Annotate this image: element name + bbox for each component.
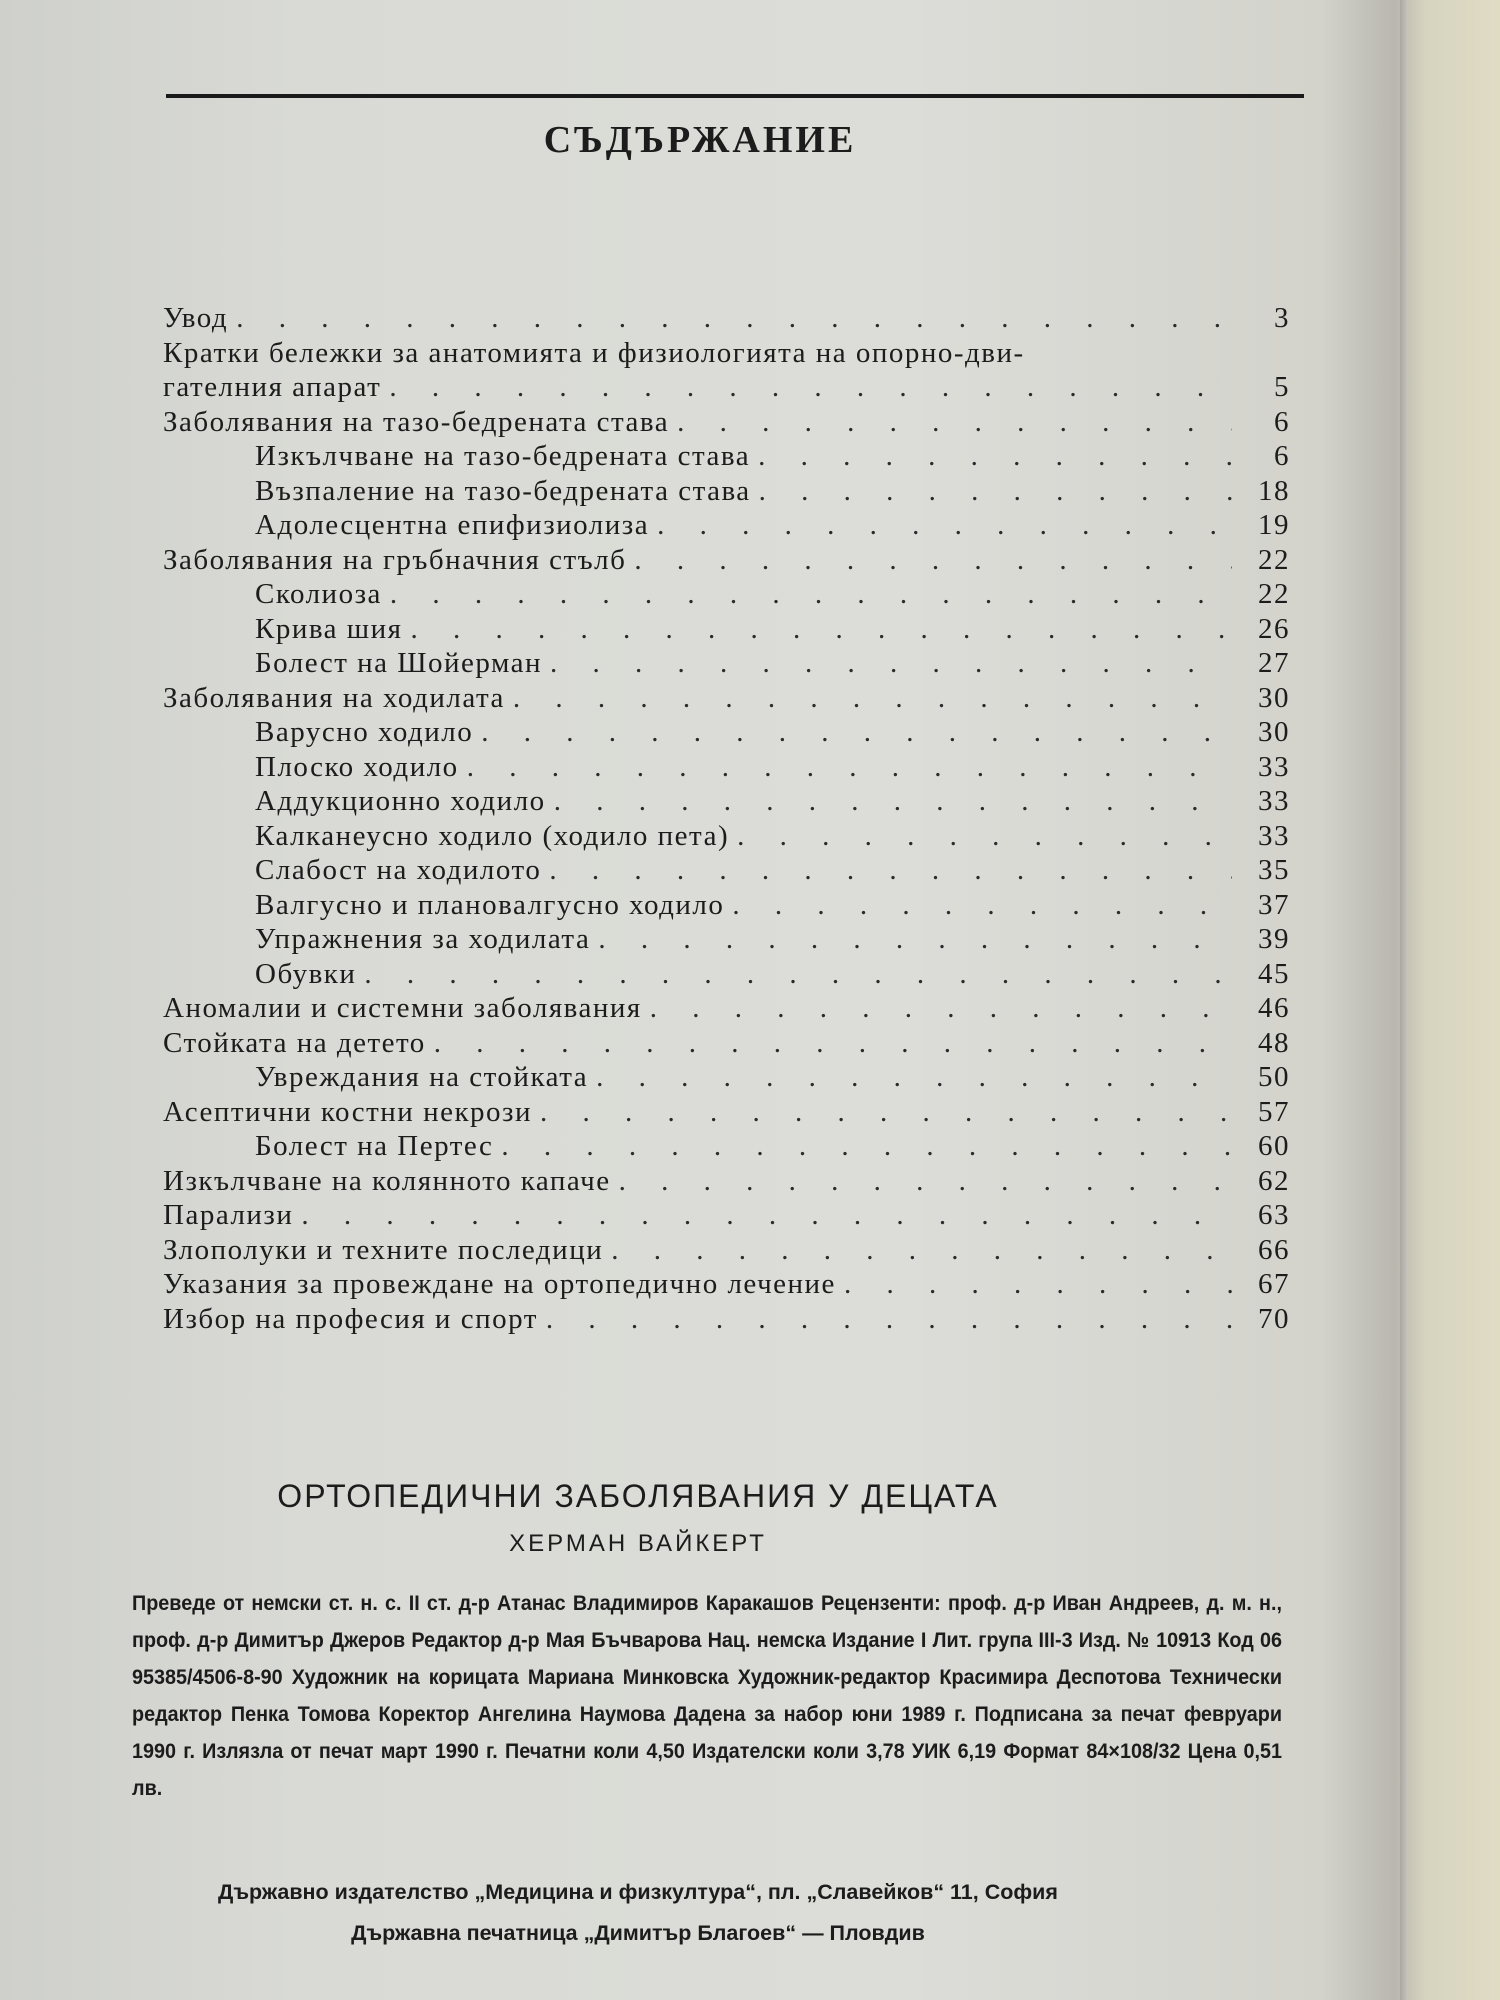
toc-entry (163, 785, 1290, 820)
toc-entry-page: 37 (1258, 888, 1290, 921)
dot-leader (301, 1199, 1232, 1232)
dot-leader (501, 1130, 1232, 1163)
toc-entry-title: Заболявания на ходилата (163, 681, 505, 714)
toc-entry (163, 1027, 1290, 1062)
toc-entry-title: Заболявания на тазо-бедрената става (163, 405, 670, 438)
toc-entry (163, 302, 1290, 337)
dot-leader (364, 958, 1232, 991)
publisher-line: Държавно издателство „Медицина и физкултура“, пл. „Славейков“ 11, София (218, 1880, 1058, 1904)
page-title: СЪДЪРЖАНИЕ (543, 119, 857, 161)
toc-entry (163, 613, 1290, 648)
toc-entry-title: Възпаление на тазо-бедрената става (255, 474, 751, 507)
toc-entry-title: Варусно ходило (255, 716, 474, 748)
toc-entry-title: Увод (163, 302, 229, 334)
toc-entry-title: Парализи (163, 1199, 294, 1231)
colophon: Преведе от немски ст. н. с. II ст. д-р Атанас Владимиров Каракашов Рецензенти: проф. д-р Иван Андреев, д. м. н., проф. д-р Димитър Джеров Редактор д-р Мая Бъчварова Нац. немска Издание I Лит. група III-3 Изд. № 10913 Код 06 95385/4506-8-90 Художник на корицата Мариана Минковска Художник-редактор Красимира Деспотова Технически редактор Пенка Томова Коректор Ангелина Наумова Дадена за набор юни 1989 г. Подписана за печат февруари 1990 г. Излязла от печат март 1990 г. Печатни коли 4,50 Издателски коли 3,78 УИК 6,19 Формат 84×108/32 Цена 0,51 лв. (132, 1591, 1282, 1800)
toc-entry-title: Калканеусно ходило (ходило пета) (255, 819, 730, 852)
toc-entry-title: Обувки (255, 957, 357, 990)
toc-entry-page: 62 (1258, 1164, 1290, 1197)
dot-leader (550, 647, 1232, 680)
toc-entry-page: 19 (1258, 509, 1290, 541)
dot-leader (732, 889, 1232, 922)
toc-entry-page: 30 (1258, 716, 1290, 748)
toc-entry-page: 30 (1258, 681, 1290, 714)
toc-entry (163, 337, 1290, 372)
dot-leader (513, 682, 1232, 715)
toc-entry-title: Валгусно и плановалгусно ходило (255, 888, 725, 921)
toc-entry (163, 923, 1290, 958)
toc-entry-title: Сколиоза (255, 578, 382, 610)
toc-entry (163, 992, 1290, 1027)
toc-entry-page: 46 (1258, 992, 1290, 1024)
toc-entry-page: 67 (1258, 1268, 1290, 1300)
dot-leader (759, 475, 1232, 508)
toc-entry (163, 682, 1290, 717)
toc-entry-title: Заболявания на гръбначния стълб (163, 543, 627, 576)
toc-entry (163, 889, 1290, 924)
dot-leader (598, 923, 1232, 956)
toc-entry (163, 1061, 1290, 1096)
dot-leader (634, 544, 1232, 577)
toc-entry-page: 63 (1258, 1199, 1290, 1231)
toc-entry-title: гателния апарат (163, 371, 382, 403)
printer-line: Държавна печатница „Димитър Благоев“ — Пловдив (351, 1921, 925, 1945)
toc-entry-page: 50 (1258, 1061, 1290, 1093)
toc-entry (163, 716, 1290, 751)
toc-entry (163, 820, 1290, 855)
toc-entry-title: Изкълчване на колянното капаче (163, 1164, 611, 1197)
header-rule (166, 94, 1304, 98)
toc-entry-page: 48 (1258, 1026, 1290, 1059)
dot-leader (737, 820, 1232, 853)
dot-leader (390, 578, 1232, 611)
toc-entry-page: 22 (1258, 543, 1290, 576)
dot-leader (434, 1027, 1232, 1060)
toc-entry-title: Болест на Пертес (255, 1130, 494, 1162)
toc-entry-title: Крива шия (255, 612, 403, 645)
toc-entry-title: Указания за провеждане на ортопедично лечение (163, 1268, 836, 1300)
toc-entry-title: Злополуки и техните последици (163, 1233, 604, 1266)
toc-entry-page: 33 (1258, 785, 1290, 817)
toc-entry-title: Изкълчване на тазо-бедрената става (255, 440, 751, 472)
toc-entry-page: 27 (1258, 647, 1290, 679)
toc-entry-page: 18 (1258, 474, 1290, 507)
toc-entry (163, 854, 1290, 889)
book-author: ХЕРМАН ВАЙКЕРТ (509, 1530, 767, 1557)
toc-entry-title: Избор на професия и спорт (163, 1302, 538, 1335)
toc-entry (163, 509, 1290, 544)
page-fold (1400, 0, 1408, 2000)
toc-entry-page: 45 (1258, 957, 1290, 990)
toc-entry-title: Стойката на детето (163, 1026, 426, 1059)
toc-entry (163, 544, 1290, 579)
dot-leader (650, 992, 1232, 1025)
table-of-contents (163, 302, 1290, 1337)
dot-leader (540, 1096, 1232, 1129)
toc-entry-page: 33 (1258, 750, 1290, 783)
dot-leader (236, 302, 1232, 335)
toc-entry (163, 475, 1290, 510)
toc-entry (163, 1199, 1290, 1234)
toc-entry-page: 5 (1274, 371, 1290, 403)
dot-leader (481, 716, 1232, 749)
dot-leader (611, 1234, 1232, 1267)
toc-entry (163, 406, 1290, 441)
toc-entry-page: 22 (1258, 578, 1290, 610)
toc-entry-title: Кратки бележки за анатомията и физиологията на опорно-дви- (163, 336, 1025, 369)
toc-entry-page: 39 (1258, 923, 1290, 955)
dot-leader (619, 1165, 1232, 1198)
toc-entry-title: Болест на Шойерман (255, 647, 543, 679)
dot-leader (677, 406, 1232, 439)
toc-entry-title: Асептични костни некрози (163, 1095, 533, 1128)
toc-entry-page: 57 (1258, 1095, 1290, 1128)
toc-entry-page: 33 (1258, 819, 1290, 852)
toc-entry (163, 1303, 1290, 1338)
dot-leader (758, 440, 1232, 473)
toc-entry-page: 6 (1274, 405, 1290, 438)
dot-leader (554, 785, 1232, 818)
toc-entry-page: 66 (1258, 1233, 1290, 1266)
dot-leader (549, 854, 1232, 887)
toc-entry (163, 1234, 1290, 1269)
toc-entry (163, 1130, 1290, 1165)
toc-entry-page: 35 (1258, 854, 1290, 886)
toc-entry-page: 70 (1258, 1302, 1290, 1335)
toc-entry-page: 26 (1258, 612, 1290, 645)
toc-entry (163, 751, 1290, 786)
dot-leader (467, 751, 1232, 784)
toc-entry (163, 958, 1290, 993)
dot-leader (546, 1303, 1232, 1336)
toc-entry-page: 6 (1274, 440, 1290, 472)
toc-entry-title: Аномалии и системни заболявания (163, 992, 642, 1024)
toc-entry-page: 60 (1258, 1130, 1290, 1162)
toc-entry-title: Увреждания на стойката (255, 1061, 589, 1093)
toc-entry (163, 578, 1290, 613)
dot-leader (596, 1061, 1232, 1094)
toc-entry-title: Упражнения за ходилата (255, 923, 591, 955)
dot-leader (844, 1268, 1232, 1301)
toc-entry (163, 1268, 1290, 1303)
dot-leader (410, 613, 1232, 646)
toc-entry (163, 1096, 1290, 1131)
toc-entry (163, 440, 1290, 475)
toc-entry (163, 647, 1290, 682)
toc-entry (163, 1165, 1290, 1200)
toc-entry-page: 3 (1274, 302, 1290, 334)
book-title: ОРТОПЕДИЧНИ ЗАБОЛЯВАНИЯ У ДЕЦАТА (277, 1478, 999, 1514)
toc-entry (163, 371, 1290, 406)
toc-entry-title: Адолесцентна епифизиолиза (255, 509, 650, 541)
toc-entry-title: Слабост на ходилото (255, 854, 542, 886)
toc-entry-title: Плоско ходило (255, 750, 459, 783)
dot-leader (657, 509, 1232, 542)
toc-entry-title: Аддукционно ходило (255, 785, 546, 817)
dot-leader (389, 371, 1232, 404)
